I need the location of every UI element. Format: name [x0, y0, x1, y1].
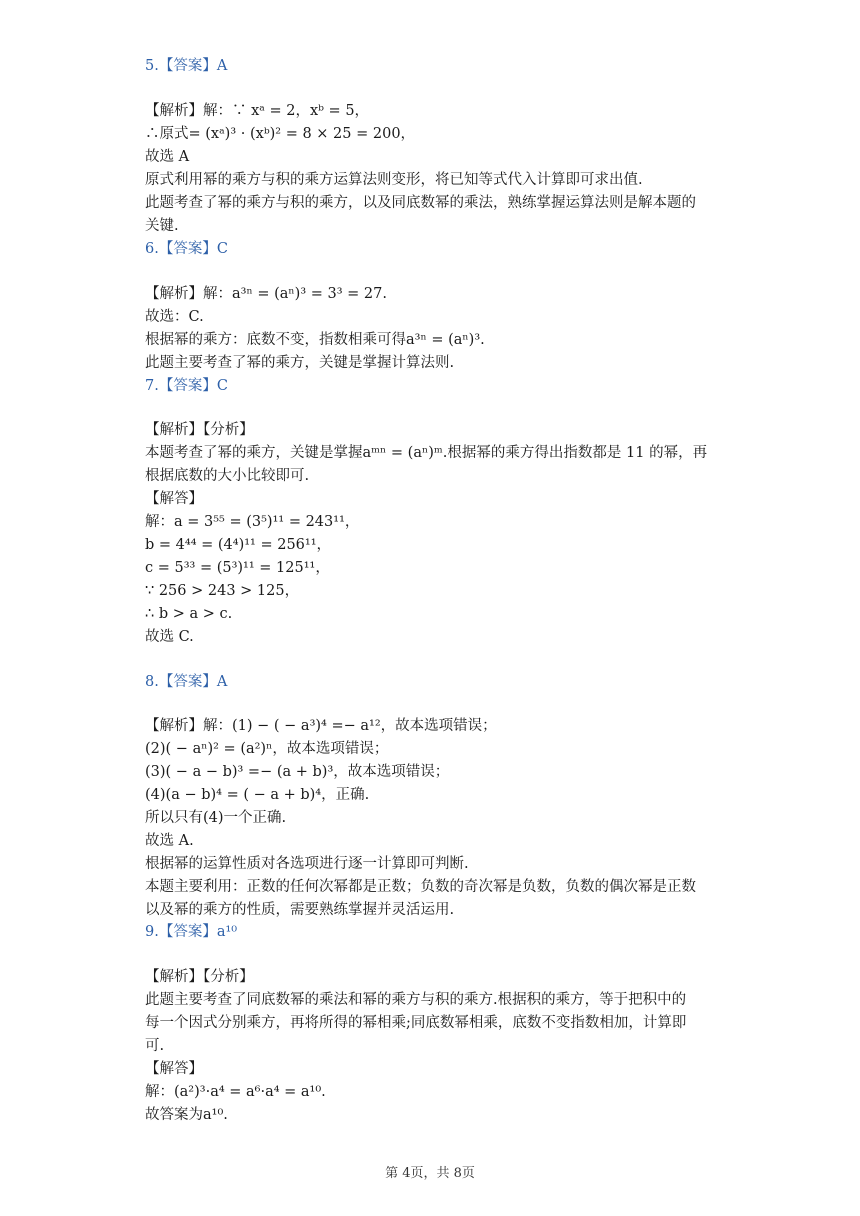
text-line: 【解答】 — [145, 1061, 203, 1077]
answer-heading: 8.【答案】A — [145, 674, 228, 690]
text-line: 可. — [145, 1038, 165, 1054]
text-line: 根据幂的乘方：底数不变，指数相乘可得a³ⁿ = (aⁿ)³. — [145, 332, 485, 348]
text-line: 根据底数的大小比较即可. — [145, 468, 310, 484]
text-line: (2)( − aⁿ)² = (a²)ⁿ，故本选项错误； — [145, 741, 389, 757]
text-line: 原式利用幂的乘方与积的乘方运算法则变形，将已知等式代入计算即可求出值. — [145, 172, 643, 188]
text-line: c = 5³³ = (5³)¹¹ = 125¹¹， — [145, 560, 330, 576]
answer-heading: 7.【答案】C — [145, 378, 228, 394]
answer-heading: 9.【答案】a¹⁰ — [145, 924, 238, 940]
text-line: 关键. — [145, 218, 179, 234]
text-line: 故选：C. — [145, 309, 204, 325]
text-line: ∴原式= (xᵃ)³ · (xᵇ)² = 8 × 25 = 200， — [145, 126, 416, 142]
text-line: 故答案为a¹⁰. — [145, 1107, 228, 1123]
text-line: ∵ 256 > 243 > 125， — [145, 583, 300, 599]
text-line: 【解析】解：a³ⁿ = (aⁿ)³ = 3³ = 27. — [145, 286, 387, 302]
text-line: (4)(a − b)⁴ = ( − a + b)⁴，正确. — [145, 787, 370, 803]
text-line: 【解析】【分析】 — [145, 422, 254, 438]
text-line: 此题考查了幂的乘方与积的乘方，以及同底数幂的乘法，熟练掌握运算法则是解本题的 — [145, 195, 696, 211]
text-line: 【解答】 — [145, 491, 203, 507]
answer-heading: 5.【答案】A — [145, 58, 228, 74]
text-line: 【解析】【分析】 — [145, 969, 254, 985]
text-line: b = 4⁴⁴ = (4⁴)¹¹ = 256¹¹， — [145, 537, 332, 553]
text-line: 每一个因式分别乘方，再将所得的幂相乘;同底数幂相乘，底数不变指数相加，计算即 — [145, 1015, 687, 1031]
answer-heading: 6.【答案】C — [145, 241, 228, 257]
text-line: 解：(a²)³·a⁴ = a⁶·a⁴ = a¹⁰. — [145, 1084, 326, 1100]
text-line: 此题主要考查了同底数幂的乘法和幂的乘方与积的乘方.根据积的乘方，等于把积中的 — [145, 992, 687, 1008]
text-line: 故选 A. — [145, 833, 194, 849]
text-line: (3)( − a − b)³ =− (a + b)³，故本选项错误； — [145, 764, 450, 780]
text-line: 故选 C. — [145, 629, 194, 645]
text-line: 以及幂的乘方的性质，需要熟练掌握并灵活运用. — [145, 902, 455, 918]
text-line: 根据幂的运算性质对各选项进行逐一计算即可判断. — [145, 856, 469, 872]
text-line: 故选 A — [145, 149, 190, 165]
text-line: 本题主要利用：正数的任何次幂都是正数；负数的奇次幂是负数，负数的偶次幂是正数 — [145, 879, 696, 895]
text-line: ∴ b > a > c. — [145, 606, 233, 622]
text-line: 此题主要考查了幂的乘方，关键是掌握计算法则. — [145, 355, 455, 371]
text-line: 【解析】解：∵ xᵃ = 2，xᵇ = 5， — [145, 103, 370, 119]
page-footer: 第 4页，共 8页 — [385, 1166, 475, 1181]
text-line: 解：a = 3⁵⁵ = (3⁵)¹¹ = 243¹¹， — [145, 514, 360, 530]
text-line: 【解析】解：(1) − ( − a³)⁴ =− a¹²，故本选项错误； — [145, 718, 497, 734]
text-line: 本题考查了幂的乘方，关键是掌握aᵐⁿ = (aⁿ)ᵐ.根据幂的乘方得出指数都是 11 的幂，再 — [145, 445, 708, 461]
text-line: 所以只有(4)一个正确. — [145, 810, 287, 826]
